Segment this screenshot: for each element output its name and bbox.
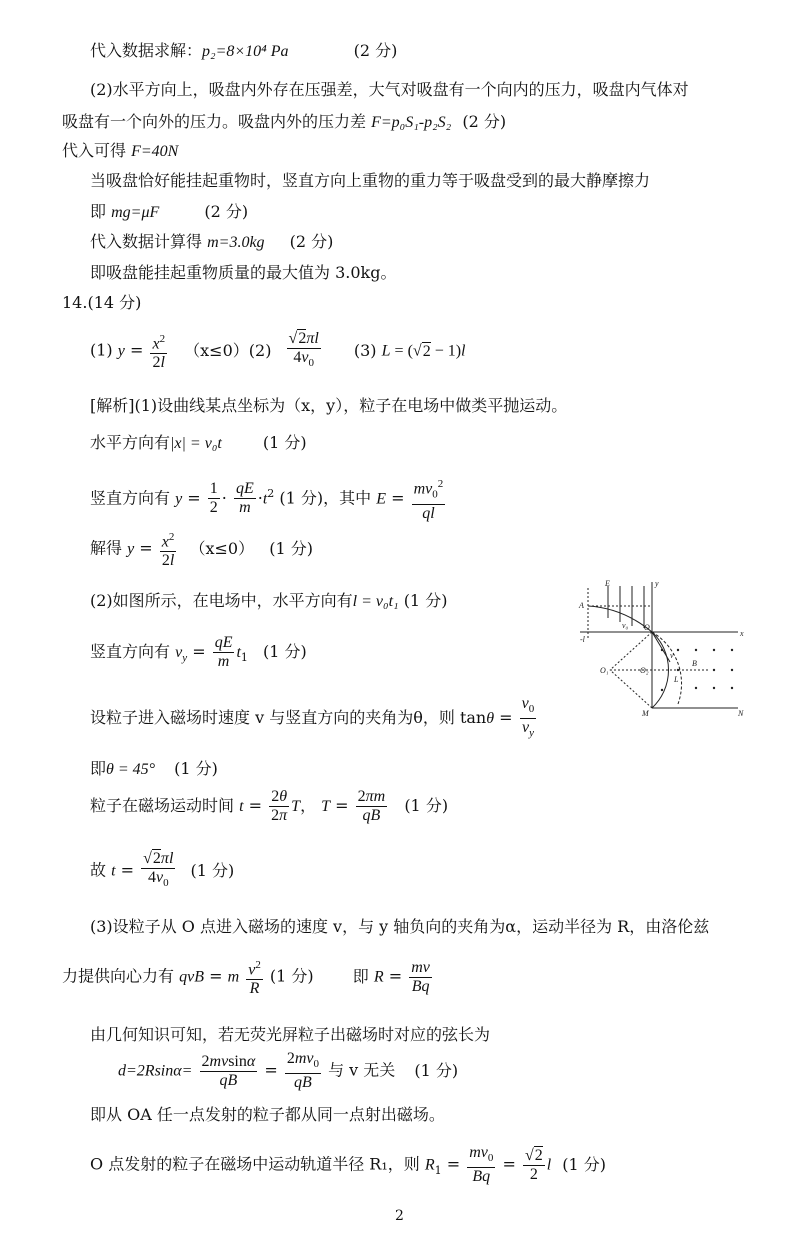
equation: mg=μF (111, 204, 160, 221)
text: 即 (352, 966, 369, 986)
fraction: $\frac{mv_0^2}{ql}$ (412, 475, 446, 523)
page-number: 2 (395, 1208, 404, 1224)
text-line (90, 40, 397, 63)
text-line: 设粒子进入磁场时速度 v 与竖直方向的夹角为θ，则 tanθ = $\frac{v_0}{v_y}$ (90, 695, 538, 742)
text: 解得 (90, 538, 123, 558)
text: 由几何知识可知，若无荧光屏粒子出磁场时对应的弦长为 (90, 1025, 491, 1044)
equation: θ = 45° (106, 761, 156, 778)
score: (1 分) (404, 796, 449, 815)
label-e: E (605, 579, 610, 588)
text-line (90, 590, 447, 613)
label-y: y (655, 579, 659, 588)
label-v0: v₀ (622, 621, 629, 630)
text: (2)水平方向上，吸盘内外存在压强差，大气对吸盘有一个向内的压力，吸盘内气体对 (90, 80, 689, 99)
text-line (90, 170, 650, 192)
text-line (62, 111, 506, 134)
text-line: 力提供向心力有 qvB = m $\frac{v^2}{R}$ (1 分) 即 R = $\frac{mv}{Bq}$ (62, 956, 434, 998)
score: (2 分) (204, 202, 249, 221)
text: 即 (90, 202, 112, 221)
score: (1 分)，其中 (279, 488, 372, 508)
text-line: 解得 y = $\frac{x^2}{2l}$ （x≤0） (1 分) (90, 528, 313, 570)
text-line (90, 231, 333, 254)
condition: （x≤0）(2) (184, 340, 272, 360)
text-line (62, 140, 178, 163)
score: (1 分) (174, 759, 218, 778)
text-line (90, 916, 709, 938)
label-l: L (674, 675, 679, 684)
label-o: O (644, 623, 650, 632)
label: (3) (353, 340, 377, 360)
fraction: $\frac{x^2}{2l}$ (160, 528, 177, 570)
score: (2 分) (289, 232, 334, 251)
equation: d=2Rsinα= (118, 1062, 193, 1080)
fraction: $\frac{√2\pi l}{4v_0}$ (143, 850, 174, 890)
text: 14.(14 分) (62, 293, 142, 312)
fraction: $\frac{v^2}{R}$ (246, 956, 263, 998)
text: (2)如图所示，在电场中，水平方向有 (90, 591, 353, 610)
text: 粒子在磁场运动时间 (90, 796, 235, 815)
text: O 点发射的粒子在磁场中运动轨道半径 R₁，则 (90, 1154, 420, 1174)
label-b: B (692, 659, 697, 668)
text: (3)设粒子从 O 点进入磁场的速度 v，与 y 轴负向的夹角为α，运动半径为 R，由洛伦兹 (90, 917, 710, 936)
label-n: N (738, 709, 744, 718)
section-heading (62, 292, 141, 314)
fraction: $\frac{v_0}{v_y}$ (521, 695, 535, 740)
text-line: 竖直方向有 y = $\frac{1}{2}$ · $\frac{qE}{m}$ $\cdot t^2$ (1 分)，其中 E = $\frac{mv_0^2}{ql}$ (90, 474, 447, 523)
text: 即 (90, 759, 107, 778)
fraction: $\frac{qE}{m}$ (214, 634, 233, 670)
fraction: $\frac{√2}{2}$ (524, 1146, 543, 1183)
label: (1) (90, 340, 113, 360)
text: [解析](1)设曲线某点坐标为（x，y），粒子在电场中做类平抛运动。 (90, 396, 568, 415)
text: 代入数据求解： (90, 41, 203, 60)
score: (2 分) (353, 41, 398, 60)
fraction: $\frac{1}{2}$ (209, 480, 218, 517)
equation: l = v₀t₁ (352, 593, 399, 610)
text-line (90, 395, 567, 417)
text-line: 故 t = $\frac{√2\pi l}{4v_0}$ (1 分) (90, 850, 234, 892)
fraction: $\frac{2mv_0}{qB}$ (286, 1050, 319, 1092)
equation: |x| = v₀t (170, 435, 222, 452)
text: 设粒子进入磁场时速度 v 与竖直方向的夹角为θ，则 (90, 708, 455, 728)
text-line (90, 262, 396, 284)
physics-diagram (578, 578, 748, 728)
text-line (90, 432, 307, 455)
text-line: 粒子在磁场运动时间 t = $\frac{2\theta}{2\pi}$ T， T = $\frac{2\pi m}{qB}$ (1 分) (90, 788, 449, 824)
text: 即从 OA 任一点发射的粒子都从同一点射出磁场。 (90, 1105, 445, 1124)
score: (2 分) (462, 112, 507, 131)
label-a: A (579, 601, 584, 610)
text-line (90, 201, 248, 224)
text: 力提供向心力有 (62, 966, 175, 986)
text-line: O 点发射的粒子在磁场中运动轨道半径 R₁，则 $R_1$ = $\frac{mv_0}{Bq}$ = $\frac{√2}{2}$ l (1 分) (90, 1144, 607, 1186)
label-m: M (642, 709, 649, 718)
label-o2: O₂ (640, 666, 649, 675)
score: (1 分) (269, 966, 314, 986)
fraction: $\frac{2\pi m}{qB}$ (357, 788, 386, 824)
text: 故 (90, 860, 107, 880)
fraction: $\frac{2\theta}{2\pi}$ (271, 788, 288, 824)
score: (1 分) (262, 433, 307, 452)
equation: m=3.0kg (207, 234, 265, 251)
text-line: d=2Rsinα= $\frac{2mvsin\alpha}{qB}$ = $\frac{2mv_0}{qB}$ 与 v 无关 (1 分) (118, 1050, 459, 1092)
text: 即吸盘能挂起重物质量的最大值为 3.0kg。 (90, 263, 397, 282)
text: 代入数据计算得 (90, 232, 208, 251)
text-line (90, 1024, 490, 1046)
text: 竖直方向有 (90, 642, 171, 661)
label-x: x (740, 629, 744, 638)
condition: （x≤0） (189, 538, 255, 558)
equation: F=40N (131, 143, 179, 160)
score: (1 分) (263, 642, 307, 661)
score: (1 分) (190, 860, 235, 880)
equation: p₂=8×10⁴ Pa (202, 43, 289, 60)
equation: F=p₀S₁-p₂S₂ (371, 114, 452, 131)
answer-summary: (1) y = $\frac{x^2}{2l}$ （x≤0）(2) $\frac{√2\pi l}{4v_0}$ (3) L = (√2 − 1)l (90, 330, 466, 372)
fraction: $\frac{x^2}{2l}$ (150, 330, 167, 372)
score: (1 分) (562, 1154, 607, 1174)
score: (1 分) (269, 538, 313, 558)
text-line (90, 1104, 445, 1126)
text: 代入可得 (62, 141, 132, 160)
score: (1 分) (414, 1060, 459, 1080)
text: 吸盘有一个向外的压力。吸盘内外的压力差 (62, 112, 372, 131)
fraction: $\frac{2mvsin\alpha}{qB}$ (201, 1052, 256, 1089)
text-line: 竖直方向有 $v_y$ = $\frac{qE}{m}$ $t_1$ (1 分) (90, 634, 307, 670)
fraction: $\frac{qE}{m}$ (235, 480, 254, 517)
fraction: $\frac{mv}{Bq}$ (411, 958, 430, 995)
text-line (90, 758, 218, 781)
text: 当吸盘恰好能挂起重物时，竖直方向上重物的重力等于吸盘受到的最大静摩擦力 (90, 171, 651, 190)
label-o1: O₁ (600, 666, 609, 675)
fraction: $\frac{mv_0}{Bq}$ (469, 1144, 494, 1186)
label-v: v (670, 651, 674, 660)
text: 竖直方向有 (90, 488, 171, 508)
fraction: $\frac{√2\pi l}{4v_0}$ (288, 330, 319, 370)
text: 与 v 无关 (328, 1060, 396, 1080)
label-minus-l: -l (580, 635, 585, 644)
text-line (90, 79, 689, 101)
score: (1 分) (403, 591, 448, 610)
text: 水平方向有 (90, 433, 171, 452)
